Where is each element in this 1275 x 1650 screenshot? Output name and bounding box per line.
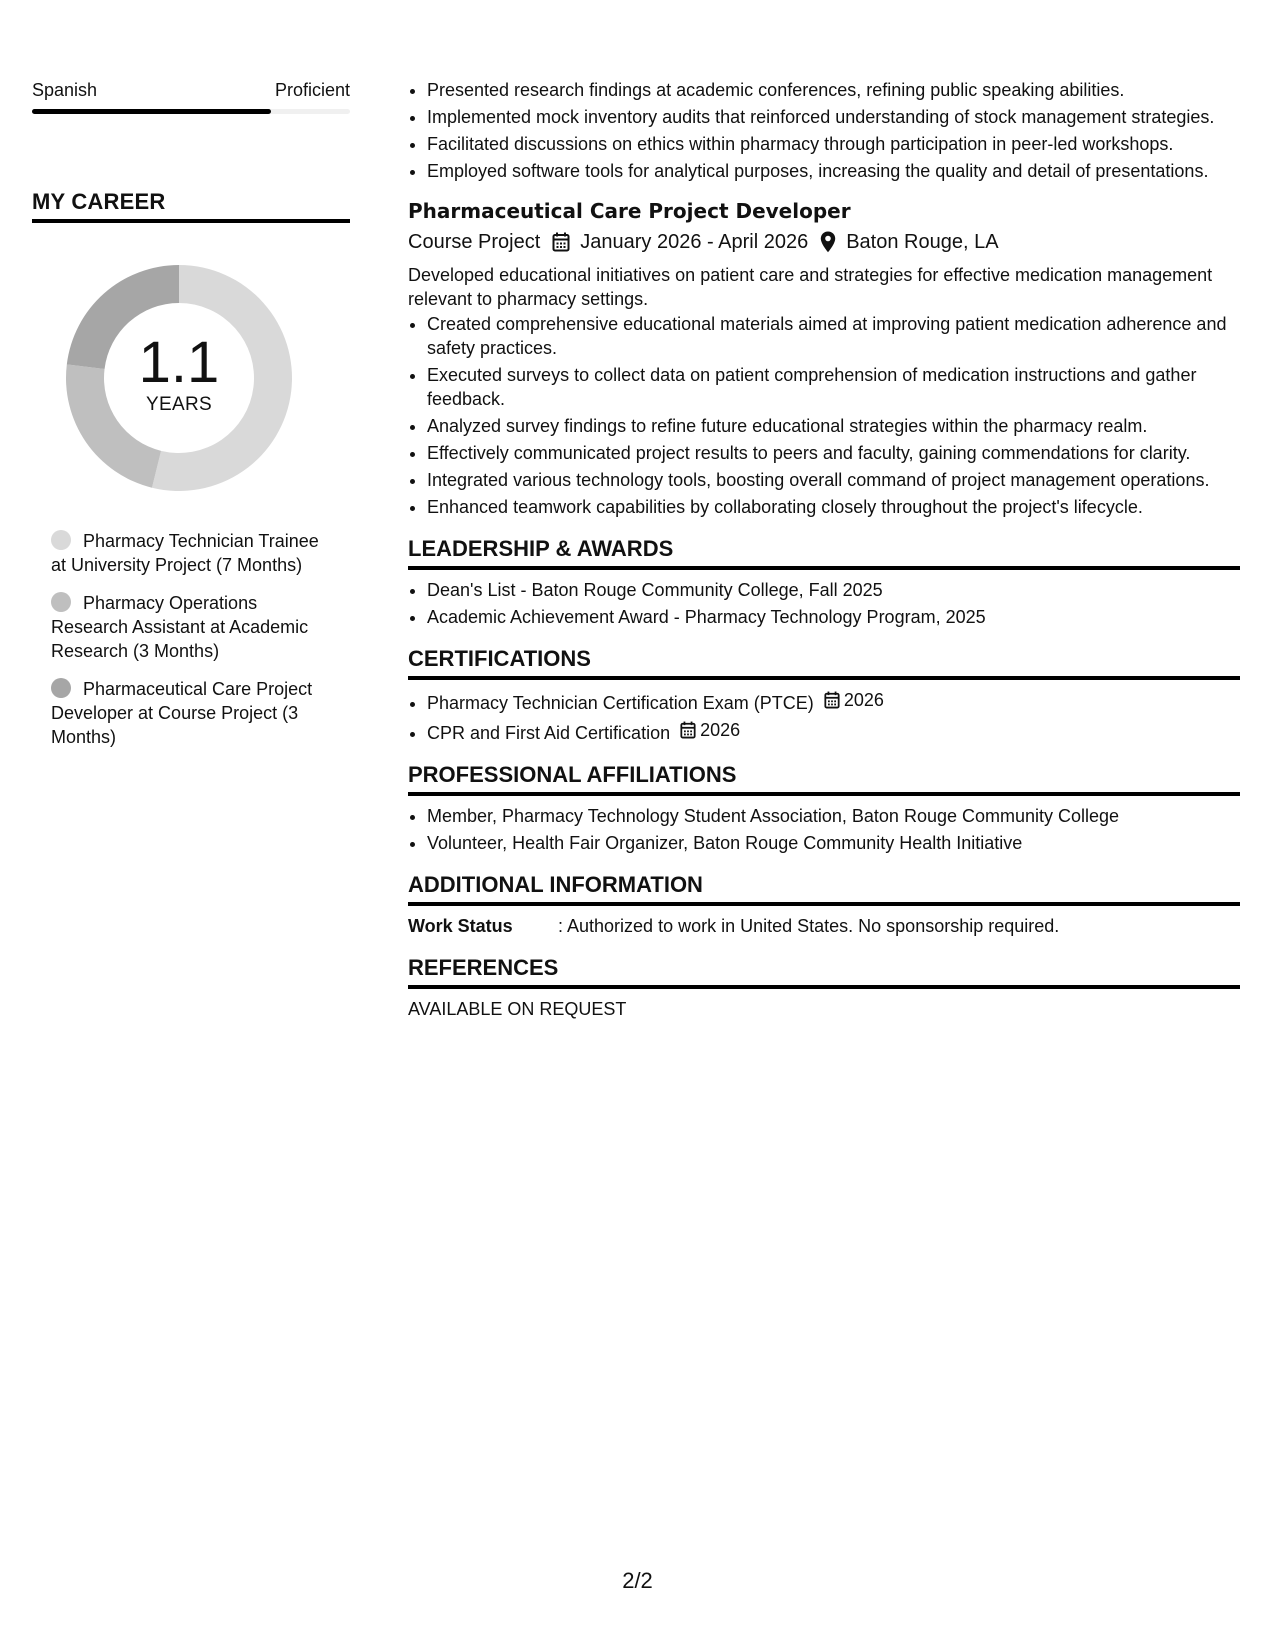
work-status-row [408,914,1240,938]
right-column [408,78,1240,1021]
language-name: Spanish [32,80,98,100]
leadership-item: • Dean's List - Baton Rouge Community College, Fall 2025 [427,578,1240,602]
career-total-unit: YEARS [146,394,212,415]
references-text: AVAILABLE ON REQUEST [408,999,627,1019]
job-meta [408,228,1240,256]
legend-dot [51,530,71,550]
career-legend-item [51,591,336,663]
career-section-title: MY CAREER [32,189,350,223]
job-bullets [408,312,1240,519]
language-proficiency-fill [32,109,271,114]
additional-info-section-title: ADDITIONAL INFORMATION [408,871,1240,906]
job-bullet: • Integrated various technology tools, boosting overall command of project management operations. [427,468,1240,492]
leadership-section-title: LEADERSHIP & AWARDS [408,535,1240,570]
previous-job-bullet: • Facilitated discussions on ethics within pharmacy through participation in peer-led workshops. [427,132,1240,156]
job-bullet: • Effectively communicated project results to peers and faculty, gaining commendations for clarity. [427,441,1240,465]
certification-year: 2026 [843,690,884,710]
legend-label: Pharmacy Operations Research Assistant at Academic Research (3 Months) [51,593,309,661]
job-bullet: • Executed surveys to collect data on patient comprehension of medication instructions and gather feedback. [427,363,1240,411]
affiliations-list [408,804,1240,855]
job-title: Pharmaceutical Care Project Developer [408,199,851,223]
job-location: Baton Rouge, LA [846,231,999,253]
certification-name: CPR and First Aid Certification [427,723,671,743]
previous-job-bullets [408,78,1240,183]
job-bullet: • Analyzed survey findings to refine future educational strategies within the pharmacy realm. [427,414,1240,438]
certification-item [427,718,1240,745]
leadership-list [408,578,1240,629]
previous-job-bullet: • Presented research findings at academic conferences, refining public speaking abilities. [427,78,1240,102]
career-legend-item [51,677,336,749]
job-bullet: • Created comprehensive educational materials aimed at improving patient medication adherence and safety practices. [427,312,1240,360]
legend-dot [51,678,71,698]
job-description: Developed educational initiatives on patient care and strategies for effective medication management relevant to pharmacy settings. [408,265,1213,309]
affiliation-item: • Volunteer, Health Fair Organizer, Baton Rouge Community Health Initiative [427,831,1240,855]
calendar-icon [552,232,570,252]
calendar-icon [824,691,840,709]
map-pin-icon [820,231,836,253]
previous-job-bullet: • Implemented mock inventory audits that reinforced understanding of stock management strategies. [427,105,1240,129]
affiliations-section-title: PROFESSIONAL AFFILIATIONS [408,761,1240,796]
legend-label: Pharmacy Technician Trainee at University Project (7 Months) [51,531,319,575]
donut-center [66,265,292,491]
leadership-item: • Academic Achievement Award - Pharmacy Technology Program, 2025 [427,605,1240,629]
certification-year: 2026 [700,720,741,740]
work-status-label: Work Status [408,916,513,936]
certifications-section-title: CERTIFICATIONS [408,645,1240,680]
legend-dot [51,592,71,612]
job-bullet: • Enhanced teamwork capabilities by collaborating closely throughout the project's lifecycle. [427,495,1240,519]
language-level: Proficient [274,80,350,100]
certification-name: Pharmacy Technician Certification Exam (PTCE) [427,693,814,713]
certification-item [427,688,1240,715]
career-legend-item [51,529,336,577]
language-proficiency-bar [32,109,350,114]
calendar-icon [680,721,696,739]
job-org: Course Project [408,231,541,253]
previous-job-bullet: • Employed software tools for analytical purposes, increasing the quality and detail of presentations. [427,159,1240,183]
left-column [32,78,350,763]
legend-label: Pharmaceutical Care Project Developer at Course Project (3 Months) [51,679,313,747]
career-total-value: 1.1 [138,330,220,395]
certifications-list [408,688,1240,745]
affiliation-item: • Member, Pharmacy Technology Student Association, Baton Rouge Community College [427,804,1240,828]
job-dates: January 2026 - April 2026 [580,231,809,253]
career-donut-chart [66,265,292,491]
language-row [32,78,350,102]
page-number: 2/2 [622,1568,653,1593]
certification-date [680,718,740,742]
references-section-title: REFERENCES [408,954,1240,989]
certification-date [824,688,884,712]
work-status-value: : Authorized to work in United States. No sponsorship required. [558,916,1060,936]
career-legend [32,529,336,749]
